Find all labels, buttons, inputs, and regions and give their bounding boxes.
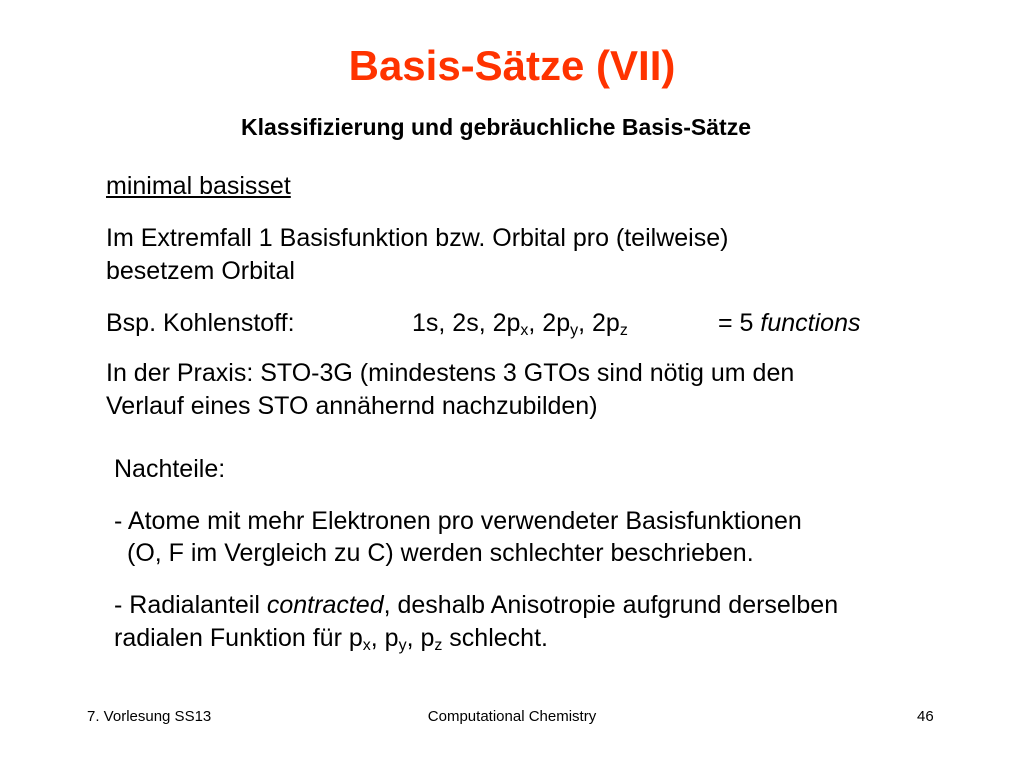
subscript-z: z xyxy=(619,322,628,339)
minimal-basisset-heading: minimal basisset xyxy=(106,172,291,200)
footer-lecture: 7. Vorlesung SS13 xyxy=(87,708,212,725)
nachteile-item1-line1: - Atome mit mehr Elektronen pro verwendeter Basisfunktionen xyxy=(114,507,802,535)
nachteile-item2-line2 xyxy=(114,622,548,655)
subscript-x: x xyxy=(520,322,529,339)
orbitals-text: , 2p xyxy=(578,309,620,337)
subscript-y: y xyxy=(570,322,579,339)
item2-text: radialen Funktion für p xyxy=(114,624,363,652)
example-orbitals xyxy=(412,307,628,340)
minimal-desc-line2: besetzem Orbital xyxy=(106,257,295,285)
orbitals-text: 1s, 2s, 2p xyxy=(412,309,521,337)
subscript-y: y xyxy=(398,637,407,654)
footer-page-number: 46 xyxy=(917,708,934,725)
nachteile-item2-line1 xyxy=(114,589,838,622)
example-label: Bsp. Kohlenstoff: xyxy=(106,309,295,337)
minimal-desc-line1: Im Extremfall 1 Basisfunktion bzw. Orbital pro (teilweise) xyxy=(106,224,729,252)
item2-prefix: - Radialanteil xyxy=(114,591,267,619)
result-prefix: = 5 xyxy=(718,309,761,337)
result-functions: functions xyxy=(760,309,861,337)
subscript-z: z xyxy=(434,637,443,654)
praxis-line2: Verlauf eines STO annähernd nachzubilden) xyxy=(106,392,598,420)
item2-text: schlecht. xyxy=(442,624,548,652)
example-result xyxy=(718,307,860,340)
nachteile-item1-line2: (O, F im Vergleich zu C) werden schlechter beschrieben. xyxy=(127,539,754,567)
orbitals-text: , 2p xyxy=(528,309,571,337)
item2-text: , p xyxy=(406,624,435,652)
slide-title: Basis-Sätze (VII) xyxy=(348,42,676,89)
footer-course: Computational Chemistry xyxy=(427,708,597,725)
slide-subtitle: Klassifizierung und gebräuchliche Basis-Sätze xyxy=(241,114,751,140)
item2-suffix: , deshalb Anisotropie aufgrund derselben xyxy=(383,591,839,619)
praxis-line1: In der Praxis: STO-3G (mindestens 3 GTOs sind nötig um den xyxy=(106,359,795,387)
nachteile-heading: Nachteile: xyxy=(114,455,226,483)
item2-text: , p xyxy=(370,624,399,652)
item2-contracted: contracted xyxy=(266,591,384,619)
subscript-x: x xyxy=(362,637,371,654)
